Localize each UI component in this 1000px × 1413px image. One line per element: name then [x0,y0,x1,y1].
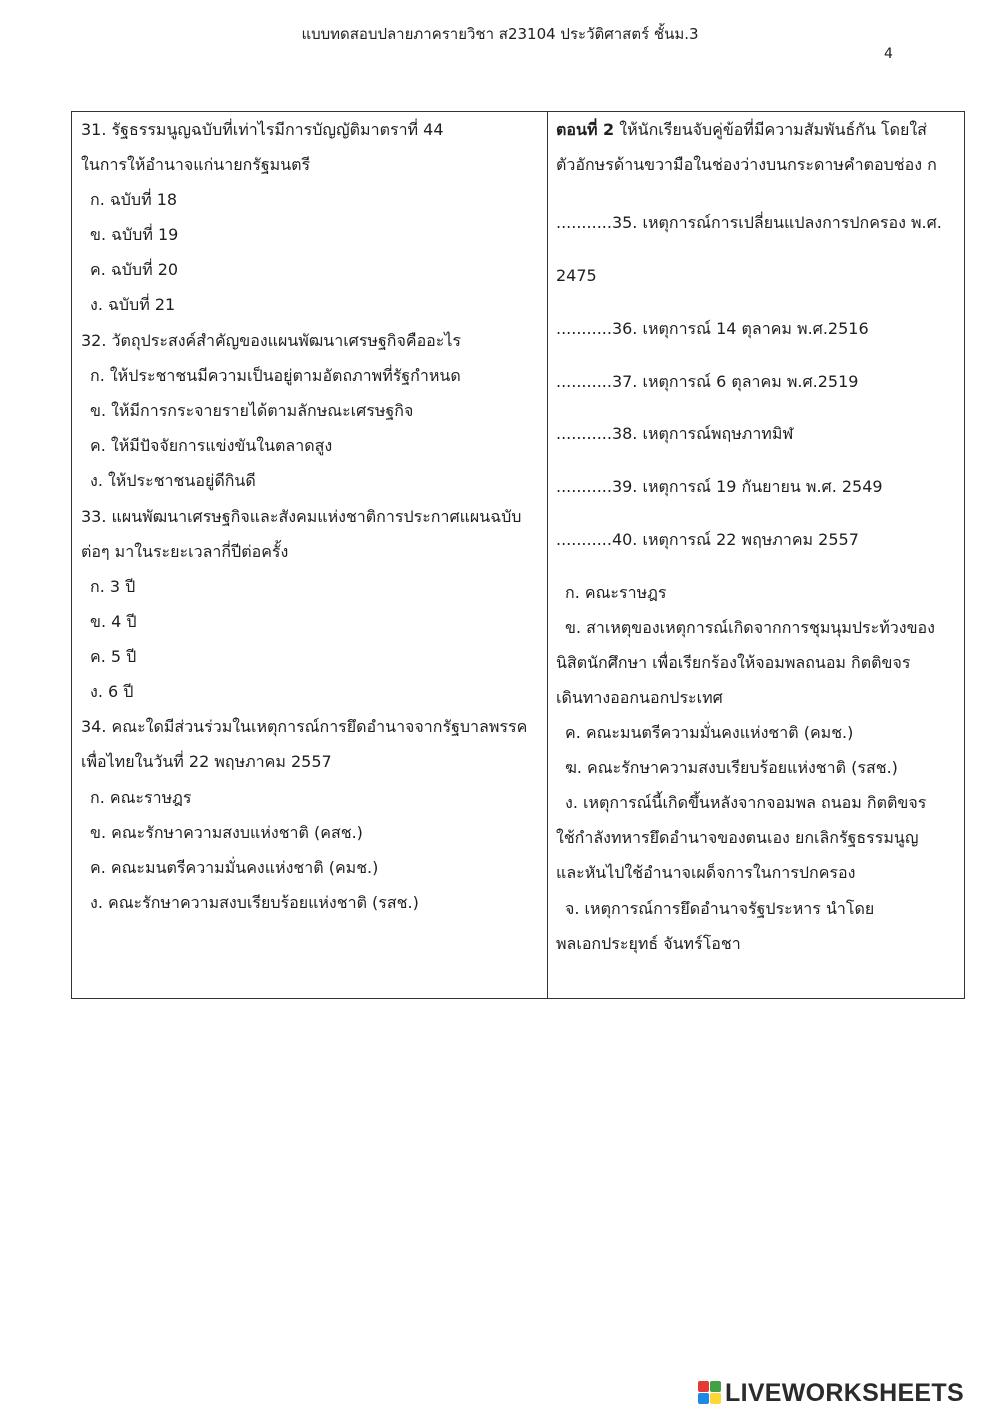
match-option-e-line2: ใช้กำลังทหารยึดอำนาจของตนเอง ยกเลิกรัฐธรรมนูญ [556,828,919,847]
match-option-b-line2: นิสิตนักศึกษา เพื่อเรียกร้องให้จอมพลถนอม กิตติขจร [556,653,911,672]
match-option-a: ก. คณะราษฎร [565,583,667,602]
match-option-e-line3: และหันไปใช้อำนาจเผด็จการในการปกครอง [556,863,856,882]
choice-33-b: ข. 4 ปี [90,612,137,631]
page-number: 4 [884,46,893,62]
choice-34-c: ค. คณะมนตรีความมั่นคงแห่งชาติ (คมช.) [90,858,379,877]
choice-31-a: ก. ฉบับที่ 18 [90,190,178,209]
choice-34-a: ก. คณะราษฎร [90,788,192,807]
choice-31-c: ค. ฉบับที่ 20 [90,260,179,279]
question-34-text-line2: เพื่อไทยในวันที่ 22 พฤษภาคม 2557 [81,752,332,771]
question-31-text-line2: ในการให้อำนาจแก่นายกรัฐมนตรี [81,155,311,174]
match-item-39: ...........39. เหตุการณ์ 19 กันยายน พ.ศ. 2549 [556,477,883,496]
choice-32-a: ก. ให้ประชาชนมีความเป็นอยู่ตามอัตถภาพที่รัฐกำหนด [90,366,461,385]
question-31-text-line1: 31. รัฐธรรมนูญฉบับที่เท่าไรมีการบัญญัติมาตราที่ 44 [81,120,444,139]
instruction-text: ให้นักเรียนจับคู่ข้อที่มีความสัมพันธ์กัน โดยใส่ [614,120,927,139]
question-34-text-line1: 34. คณะใดมีส่วนร่วมในเหตุการณ์การยึดอำนาจจากรัฐบาลพรรค [81,717,528,736]
section-label: ตอนที่ 2 [556,120,615,139]
match-option-b-line1: ข. สาเหตุของเหตุการณ์เกิดจากการชุมนุมประท้วงของ [565,618,935,637]
question-32-text-line1: 32. วัตถุประสงค์สำคัญของแผนพัฒนาเศรษฐกิจคืออะไร [81,331,462,350]
choice-33-a: ก. 3 ปี [90,577,136,596]
match-item-37: ...........37. เหตุการณ์ 6 ตุลาคม พ.ศ.2519 [556,372,859,391]
match-item-35-cont: 2475 [556,266,597,285]
logo-grid-icon [698,1381,722,1405]
match-item-38: ...........38. เหตุการณ์พฤษภาทมิฬ [556,424,794,443]
question-33-text-line2: ต่อๆ มาในระยะเวลากี่ปีต่อครั้ง [81,542,289,561]
match-item-36: ...........36. เหตุการณ์ 14 ตุลาคม พ.ศ.2516 [556,319,869,338]
choice-34-d: ง. คณะรักษาความสงบเรียบร้อยแห่งชาติ (รสช.) [90,893,419,912]
match-option-c: ค. คณะมนตรีความมั่นคงแห่งชาติ (คมช.) [565,723,854,742]
choice-31-d: ง. ฉบับที่ 21 [90,295,176,314]
question-33-text-line1: 33. แผนพัฒนาเศรษฐกิจและสังคมแห่งชาติการประกาศแผนฉบับ [81,507,522,526]
column-divider [547,112,548,998]
choice-31-b: ข. ฉบับที่ 19 [90,225,179,244]
match-option-d: ฆ. คณะรักษาความสงบเรียบร้อยแห่งชาติ (รสช.) [565,758,898,777]
choice-34-b: ข. คณะรักษาความสงบแห่งชาติ (คสช.) [90,823,363,842]
choice-32-c: ค. ให้มีปัจจัยการแข่งขันในตลาดสูง [90,436,333,455]
matching-instruction-line2: ตัวอักษรด้านขวามือในช่องว่างบนกระดาษคำตอบช่อง ก [556,155,937,174]
choice-33-d: ง. 6 ปี [90,682,134,701]
page-header-title: แบบทดสอบปลายภาครายวิชา ส23104 ประวัติศาสตร์ ชั้นม.3 [301,25,699,43]
liveworksheets-brand-text: LIVEWORKSHEETS [725,1379,964,1407]
match-option-f-line1: จ. เหตุการณ์การยึดอำนาจรัฐประหาร นำโดย [565,899,875,918]
match-option-b-line3: เดินทางออกนอกประเทศ [556,688,723,707]
liveworksheets-logo [698,1378,996,1410]
matching-instruction-line1 [556,120,927,140]
choice-32-d: ง. ให้ประชาชนอยู่ดีกินดี [90,471,256,490]
choice-32-b: ข. ให้มีการกระจายรายได้ตามลักษณะเศรษฐกิจ [90,401,414,420]
question-table [71,111,965,999]
choice-33-c: ค. 5 ปี [90,647,137,666]
match-option-f-line2: พลเอกประยุทธ์ จันทร์โอชา [556,934,741,953]
match-option-e-line1: ง. เหตุการณ์นี้เกิดขึ้นหลังจากจอมพล ถนอม กิตติขจร [565,793,927,812]
match-item-40: ...........40. เหตุการณ์ 22 พฤษภาคม 2557 [556,530,859,549]
match-item-35: ...........35. เหตุการณ์การเปลี่ยนแปลงการปกครอง พ.ศ. [556,213,942,232]
